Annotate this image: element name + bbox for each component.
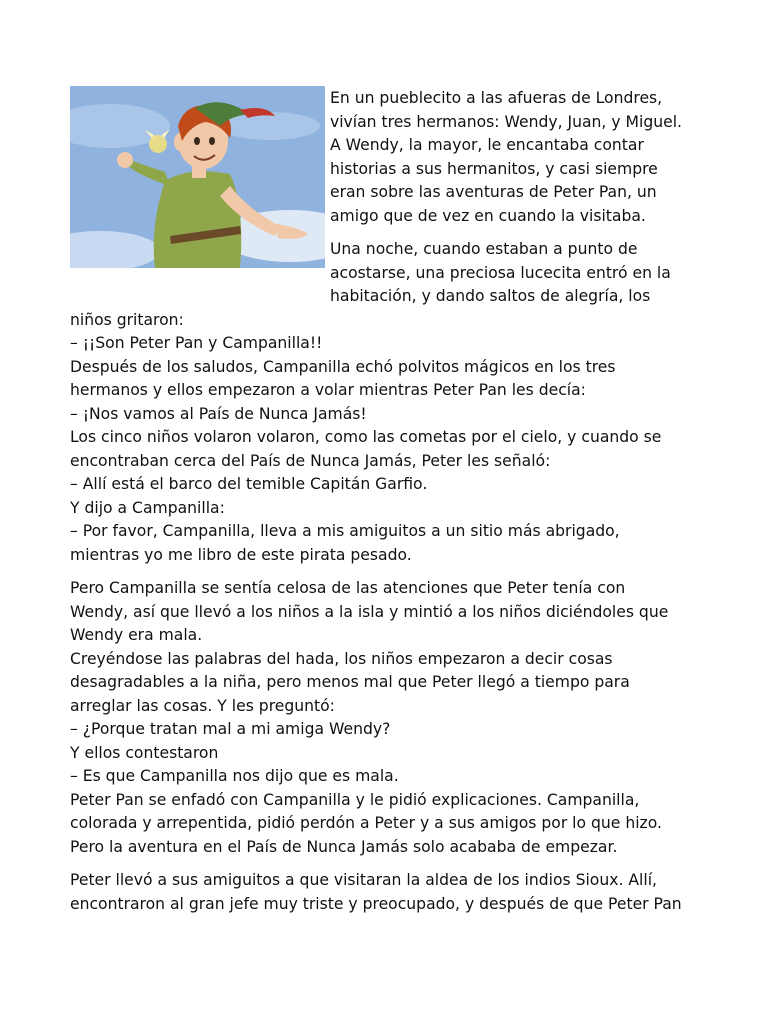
text-line: desagradables a la niña, pero menos mal que Peter llegó a tiempo para: [70, 673, 630, 691]
paragraph-2-rest: [70, 309, 710, 568]
text-line: habitación, y dando saltos de alegría, los: [330, 287, 651, 305]
text-line: Los cinco niños volaron volaron, como las cometas por el cielo, y cuando se: [70, 428, 662, 446]
text-line: Y ellos contestaron: [70, 743, 219, 762]
story-text: [70, 87, 710, 916]
text-line: colorada y arrepentida, pidió perdón a Peter y a sus amigos por lo que hizo.: [70, 814, 662, 832]
text-line: eran sobre las aventuras de Peter Pan, un: [330, 183, 657, 201]
text-line: encontraron al gran jefe muy triste y preocupado, y después de que Peter Pan: [70, 894, 682, 913]
text-line: hermanos y ellos empezaron a volar mientras Peter Pan les decía:: [70, 381, 586, 399]
text-line: Y dijo a Campanilla:: [70, 498, 225, 517]
text-line: – Por favor, Campanilla, lleva a mis amiguitos a un sitio más abrigado,: [70, 522, 620, 540]
text-line: En un pueblecito a las afueras de Londres,: [330, 89, 663, 107]
text-line: acostarse, una preciosa lucecita entró en la: [330, 263, 671, 282]
text-line: Pero Campanilla se sentía celosa de las atenciones que Peter tenía con: [70, 579, 626, 597]
text-line: Peter llevó a sus amiguitos a que visitaran la aldea de los indios Sioux. Allí,: [70, 871, 657, 889]
text-line: historias a sus hermanitos, y casi siempre: [330, 159, 658, 178]
text-line: niños gritaron:: [70, 310, 184, 329]
text-line: Wendy era mala.: [70, 626, 203, 644]
text-line: mientras yo me libro de este pirata pesado.: [70, 545, 412, 564]
text-line: arreglar las cosas. Y les preguntó:: [70, 696, 335, 715]
text-line: A Wendy, la mayor, le encantaba contar: [330, 136, 644, 154]
text-line: – Allí está el barco del temible Capitán Garfio.: [70, 475, 428, 493]
text-line: vivían tres hermanos: Wendy, Juan, y Miguel.: [330, 112, 682, 131]
paragraph-1: [70, 87, 710, 228]
text-line: amigo que de vez en cuando la visitaba.: [330, 206, 646, 225]
text-line: – ¿Porque tratan mal a mi amiga Wendy?: [70, 720, 391, 738]
text-line: Una noche, cuando estaban a punto de: [330, 240, 638, 258]
paragraph-3: [70, 577, 710, 859]
text-line: Peter Pan se enfadó con Campanilla y le pidió explicaciones. Campanilla,: [70, 790, 640, 809]
paragraph-2-wrapped: [70, 238, 710, 309]
text-line: Después de los saludos, Campanilla echó polvitos mágicos en los tres: [70, 357, 616, 376]
text-line: – Es que Campanilla nos dijo que es mala.: [70, 767, 399, 785]
paragraph-4: [70, 869, 710, 916]
text-line: Wendy, así que llevó a los niños a la isla y mintió a los niños diciéndoles que: [70, 602, 669, 621]
text-line: encontraban cerca del País de Nunca Jamás, Peter les señaló:: [70, 451, 551, 470]
text-line: Creyéndose las palabras del hada, los niños empezaron a decir cosas: [70, 649, 613, 668]
text-line: – ¡¡Son Peter Pan y Campanilla!!: [70, 334, 323, 352]
text-line: – ¡Nos vamos al País de Nunca Jamás!: [70, 404, 367, 423]
text-line: Pero la aventura en el País de Nunca Jamás solo acababa de empezar.: [70, 837, 618, 856]
